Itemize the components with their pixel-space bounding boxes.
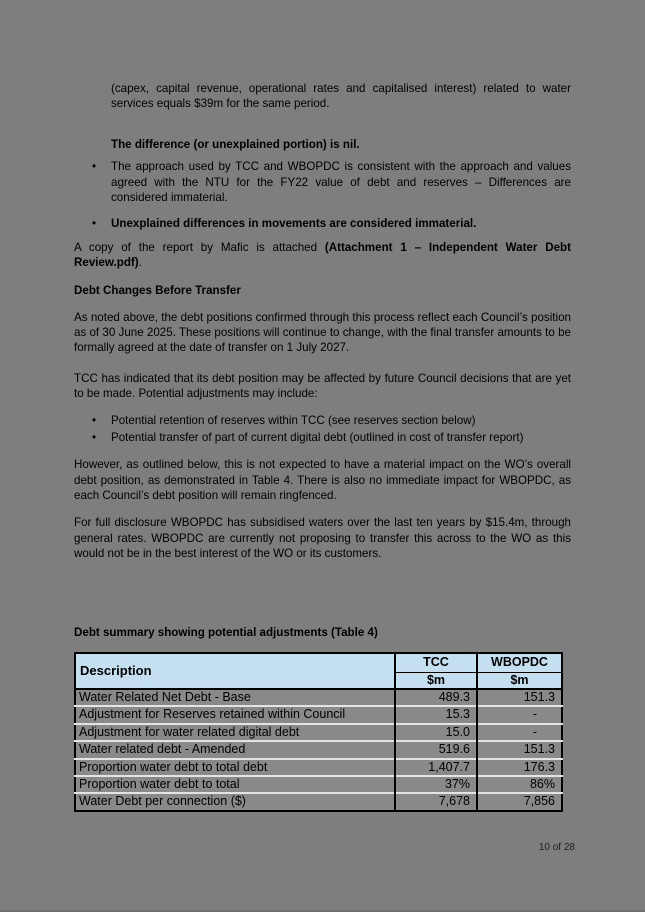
table-row: [75, 759, 562, 776]
primary-bullet-list: [74, 159, 571, 232]
page-content: [74, 81, 571, 812]
table-row: [75, 741, 562, 758]
bullet-text-retention: Potential retention of reserves within TCC (see reserves section below): [111, 414, 476, 428]
difference-statement: The difference (or unexplained portion) is nil.: [111, 137, 360, 151]
cell-label: Proportion water debt to total debt: [75, 759, 395, 776]
bullet-text-approach: The approach used by TCC and WBOPDC is consistent with the approach and values agreed with the NTU for the FY22 value of debt and reserves – Differences are considered immaterial.: [111, 160, 571, 205]
list-item: [74, 216, 571, 231]
cell-wbopdc: 7,856: [477, 793, 562, 810]
attachment-name: (Attachment 1 – Independent Water Debt Review.pdf): [74, 240, 571, 270]
cell-wbopdc: -: [477, 706, 562, 723]
continuation-paragraph: (capex, capital revenue, operational rates and capitalised interest) related to water services equals $39m for the same period.: [111, 82, 571, 111]
table-row: [75, 793, 562, 810]
paragraph-disclosure: For full disclosure WBOPDC has subsidised waters over the last ten years by $15.4m, through general rates. WBOPDC are currently not proposing to transfer this across to the WO as this would not be in the best interest of the WO or its customers.: [74, 516, 571, 561]
cell-wbopdc: 151.3: [477, 689, 562, 706]
cell-tcc: 15.0: [395, 724, 477, 741]
header-wbopdc: WBOPDC: [477, 653, 562, 673]
cell-tcc: 37%: [395, 776, 477, 793]
bullet-icon: •: [92, 414, 97, 428]
debt-summary-table: [74, 652, 563, 812]
page-number: 10 of 28: [538, 842, 575, 853]
section-heading-debt-changes: Debt Changes Before Transfer: [74, 283, 241, 297]
cell-label: Adjustment for water related digital debt: [75, 724, 395, 741]
header-tcc: TCC: [395, 653, 477, 673]
cell-wbopdc: -: [477, 724, 562, 741]
table-row: [75, 706, 562, 723]
paragraph-however: However, as outlined below, this is not expected to have a material impact on the WO’s overall debt position, as demonstrated in Table 4. There is also no immediate impact for WBOPDC, as each Council’s debt position will remain ringfenced.: [74, 458, 571, 502]
bullet-icon: •: [92, 217, 97, 231]
attachment-prefix: A copy of the report by Mafic is attached: [74, 240, 325, 254]
table-header-row: [75, 653, 562, 673]
table-row: [75, 776, 562, 793]
paragraph-debt-positions: As noted above, the debt positions confirmed through this process reflect each Council’s position as of 30 June 2025. These positions will continue to change, with the final transfer amounts to be formally agreed at the date of transfer on 1 July 2027.: [74, 310, 571, 355]
attachment-suffix: .: [138, 256, 142, 270]
header-description: Description: [75, 653, 395, 689]
unit-tcc: $m: [395, 672, 477, 689]
cell-wbopdc: 176.3: [477, 759, 562, 776]
cell-label: Adjustment for Reserves retained within Council: [75, 706, 395, 723]
paragraph-tcc-indicated: TCC has indicated that its debt position may be affected by future Council decisions that are yet to be made. Potential adjustments may include:: [74, 371, 571, 401]
attachment-paragraph: [74, 240, 571, 271]
list-item: [74, 430, 571, 445]
table-row: [75, 689, 562, 706]
cell-tcc: 7,678: [395, 793, 477, 810]
table-title: Debt summary showing potential adjustments (Table 4): [74, 625, 378, 639]
list-item: [74, 159, 571, 205]
cell-wbopdc: 86%: [477, 776, 562, 793]
cell-label: Water Related Net Debt - Base: [75, 689, 395, 706]
cell-wbopdc: 151.3: [477, 741, 562, 758]
cell-label: Water related debt - Amended: [75, 741, 395, 758]
bullet-text-unexplained: Unexplained differences in movements are considered immaterial.: [111, 217, 477, 231]
bullet-icon: •: [92, 430, 97, 444]
unit-wbopdc: $m: [477, 672, 562, 689]
cell-label: Proportion water debt to total: [75, 776, 395, 793]
cell-tcc: 519.6: [395, 741, 477, 758]
cell-tcc: 1,407.7: [395, 759, 477, 776]
bullet-icon: •: [92, 160, 97, 174]
cell-tcc: 15.3: [395, 706, 477, 723]
adjustments-bullet-list: [74, 413, 571, 445]
cell-tcc: 489.3: [395, 689, 477, 706]
list-item: [74, 413, 571, 428]
cell-label: Water Debt per connection ($): [75, 793, 395, 810]
bullet-text-transfer: Potential transfer of part of current digital debt (outlined in cost of transfer report): [111, 430, 524, 444]
table-row: [75, 724, 562, 741]
